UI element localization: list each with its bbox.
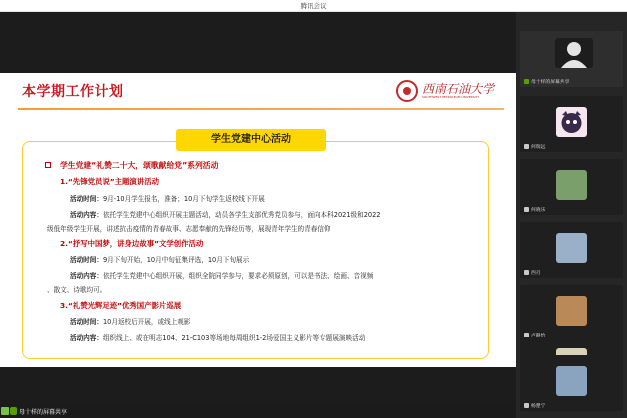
participant-avatar [556,233,587,263]
time-label: 活动时间： [70,256,103,264]
content-frame [22,141,489,359]
university-name: 西南石油大学 [422,82,495,96]
participant-avatar [556,107,587,137]
mic-on-icon [524,79,529,84]
activity-1-time [70,193,265,203]
time-value: 10月返校后开展，或线上观影 [102,318,191,326]
screen-share-icon [1,407,9,415]
time-value: 9月下旬开始，10月中旬征集评选，10月下旬展示 [102,256,250,264]
slide-title: 本学期工作计划 [22,84,124,100]
share-label: 母十样的屏幕共享 [19,409,68,416]
time-value: 9月-10月学生报名，准备；10月下旬学生返校线下开展 [102,195,265,203]
activity-3-content [70,332,365,342]
participant-avatar [556,296,587,326]
participant-tile[interactable] [520,285,623,341]
title-divider [18,108,504,110]
activity-1-content-cont: 级低年级学生开展，讲述抗击疫情的青春故事、志愿奉献的先锋经历等，展现青年学生的青春信仰 [47,225,331,233]
mic-muted-icon [524,403,529,408]
participant-avatar [556,366,587,396]
university-logo [396,80,504,102]
participant-name: 何瑞远 [524,143,545,150]
activity-3-time [70,316,190,326]
participant-sidebar [516,12,627,418]
main-heading-text: 学生党建“礼赞二十大，颂歌献给党”系列活动 [60,161,219,170]
activity-2-content [70,270,373,280]
participant-name: 母十样的屏幕共享 [524,78,569,85]
university-emblem-icon [396,80,418,102]
mic-muted-icon [524,144,529,149]
shared-screen-stage [0,12,516,404]
activity-2-title: 2.“抒写中国梦，讲身边故事”文学创作活动 [60,239,204,248]
content-line-1: 依托学生党建中心组织开展主题活动，动员各学生支部优秀党员参与，面向本科2021级和2022 [102,211,381,219]
activity-1-title: 1.“先锋党员说”主题演讲活动 [60,177,159,186]
cartoon-avatar-icon [556,107,587,137]
checkbox-bullet-icon [45,162,51,168]
participant-tile[interactable] [520,96,623,152]
time-label: 活动时间： [70,195,103,203]
participant-tile[interactable] [520,355,623,411]
participant-name: 杨楚宁 [524,402,545,409]
content-line-1: 依托学生党建中心组织开展，组织全院同学参与，要求必须原创，可以是书法、绘画、音视频 [102,272,374,280]
screen-share-indicator[interactable] [1,407,67,416]
content-label: 活动内容： [70,211,103,219]
activity-2-time [70,254,249,264]
person-silhouette-icon [555,38,593,68]
mic-muted-icon [524,207,529,212]
participant-avatar [556,170,587,200]
main-heading [45,160,218,171]
university-name-en: SOUTHWEST PETROLEUM UNIVERSITY [422,95,480,99]
participant-tile[interactable] [520,159,623,215]
mic-icon [10,407,17,415]
window-titlebar [0,0,627,12]
activity-2-content-cont: 、散文、诗歌均可。 [47,286,107,294]
content-line-1: 组织线上、或在明志104、21-C103等场地每周组织1-2场爱国主义影片等专题展演映活动 [102,334,366,342]
content-label: 活动内容： [70,272,103,280]
window-title: 腾讯会议 [300,2,327,10]
participant-tile[interactable] [520,31,623,87]
activity-3-title: 3.“礼赞光辉足迹”优秀国产影片巡展 [60,301,182,310]
content-label: 活动内容： [70,334,103,342]
mic-muted-icon [524,270,529,275]
time-label: 活动时间： [70,318,103,326]
activity-1-content [70,209,381,219]
participant-name: 西刃 [524,269,541,276]
section-tab: 学生党建中心活动 [176,129,326,151]
participant-avatar [555,38,593,68]
presentation-slide [0,73,516,367]
participant-name: 何晓乐 [524,206,545,213]
participant-tile[interactable] [520,222,623,278]
